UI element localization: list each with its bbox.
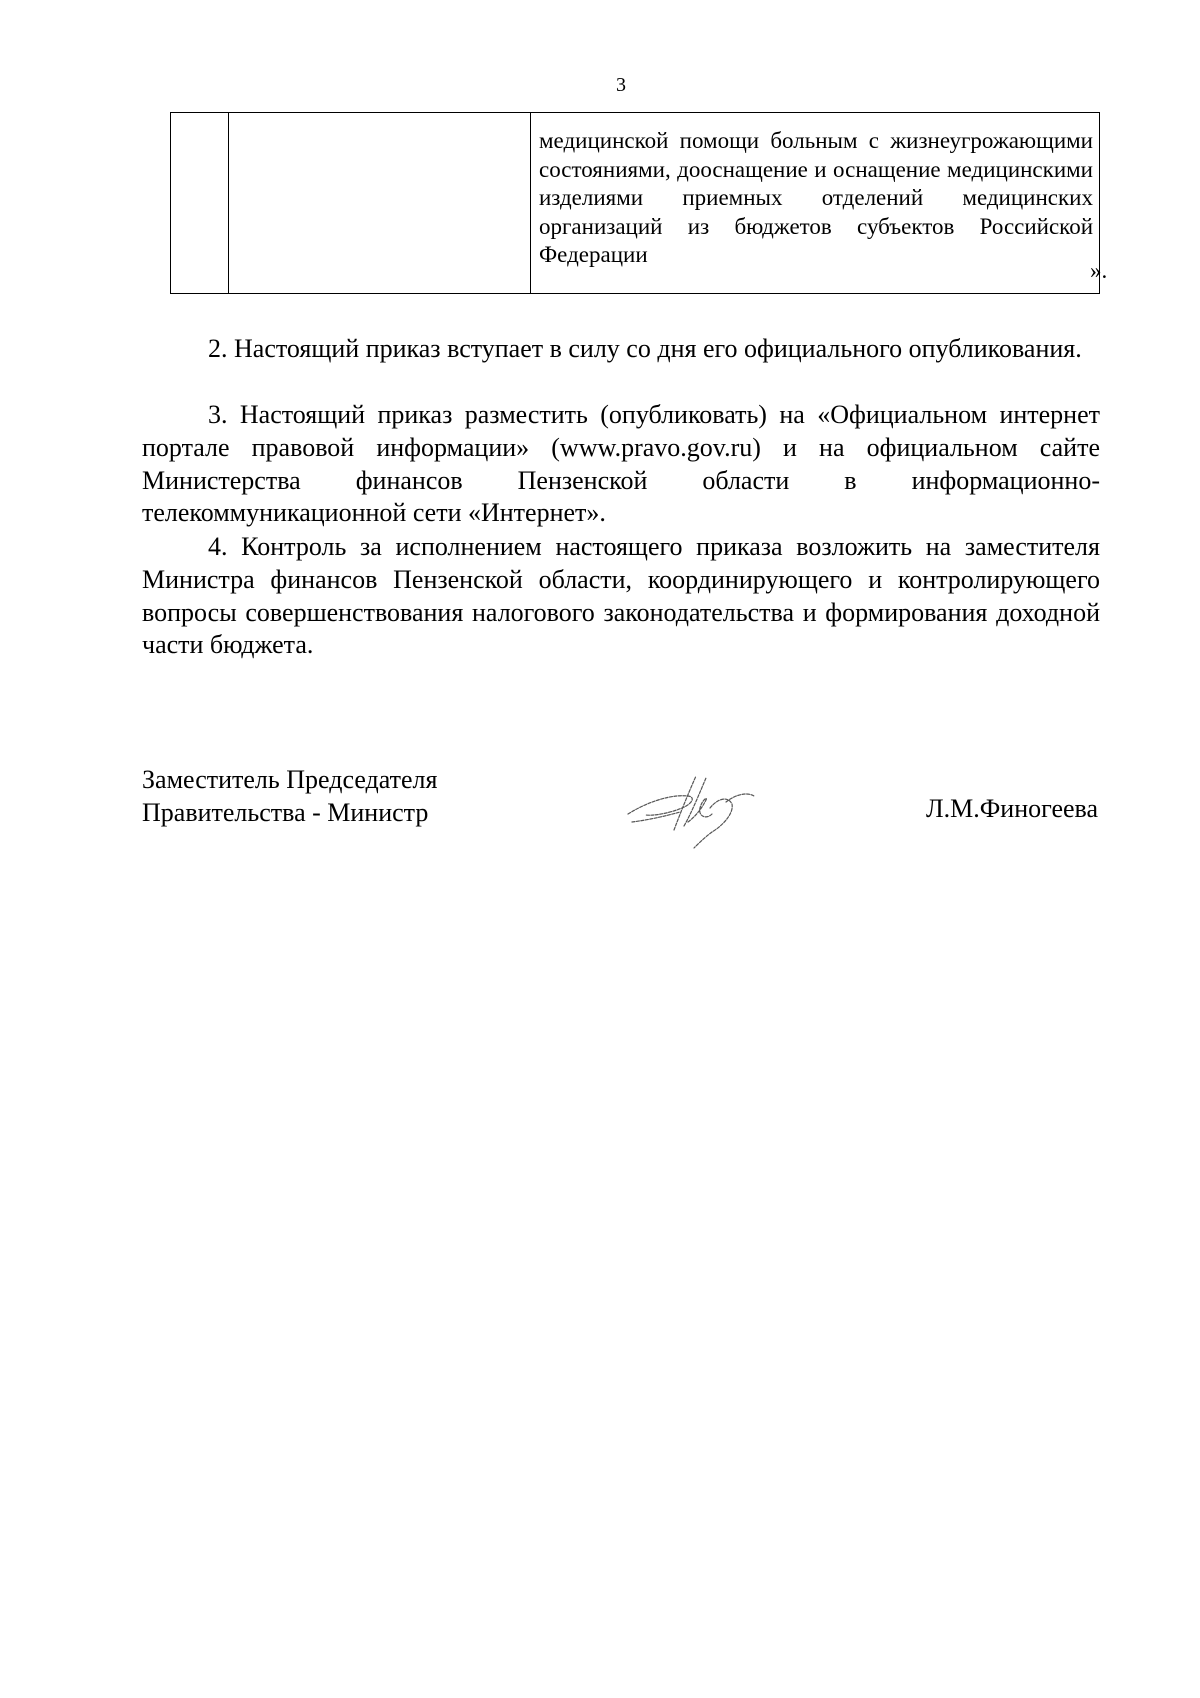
signer-title-line2: Правительства - Министр [142, 798, 429, 827]
table-cell-description [531, 113, 1100, 294]
table-row [171, 113, 1100, 294]
paragraph-4: 4. Контроль за исполнением настоящего приказа возложить на заместителя Министра финансов Пензенской области, координирующего и контролирующего вопросы совершенствования налогового законодательства и формирования доходной части бюджета. [142, 532, 1100, 660]
page-number: 3 [616, 74, 626, 96]
paragraph-3: 3. Настоящий приказ разместить (опубликовать) на «Официальном интернет портале правовой информации» (www.pravo.gov.ru) и на официальном сайте Министерства финансов Пензенской области в информационно-телекоммуникационной сети «Интернет». [142, 400, 1100, 528]
paragraph-2: 2. Настоящий приказ вступает в силу со дня его официального опубликования. [208, 334, 1082, 363]
table-cell-text: медицинской помощи больным с жизнеугрожающими состояниями, дооснащение и оснащение медицинскими изделиями приемных отделений медицинских организаций из бюджетов субъектов Российской Федерации [539, 128, 1093, 268]
table-cell-number [171, 113, 229, 294]
signer-title-line1: Заместитель Председателя [142, 765, 438, 794]
handwritten-signature [622, 770, 762, 850]
signer-title [142, 763, 437, 829]
table-cell-name [229, 113, 531, 294]
closing-quote: ». [1090, 258, 1108, 283]
signer-name: Л.М.Финогеева [926, 794, 1098, 823]
table-fragment [170, 112, 1100, 294]
